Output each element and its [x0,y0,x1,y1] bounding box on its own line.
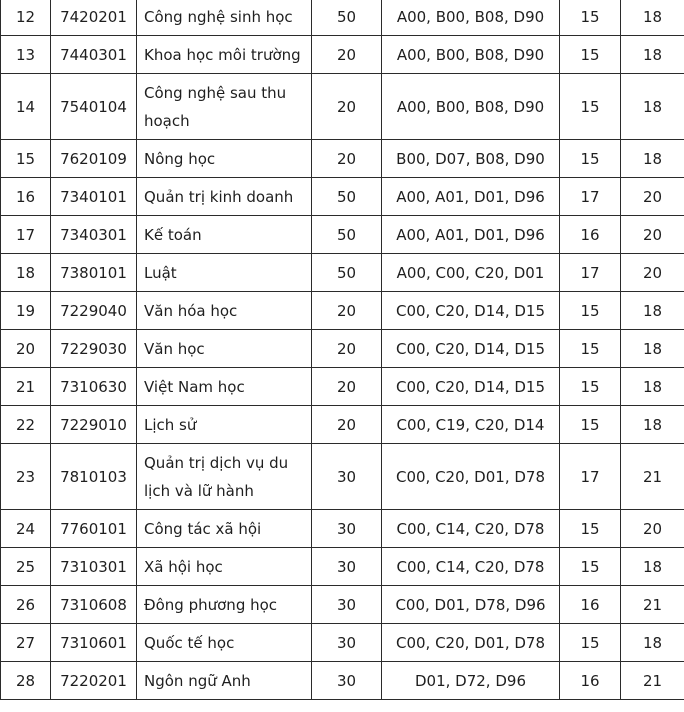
row-number: 26 [1,586,51,624]
major-name: Quản trị kinh doanh [137,178,312,216]
major-code: 7340101 [51,178,137,216]
major-code: 7310601 [51,624,137,662]
table-row [1,624,684,662]
score-a: 15 [560,510,621,548]
score-a: 17 [560,178,621,216]
score-b: 18 [621,548,684,586]
subject-combinations: C00, C14, C20, D78 [382,548,560,586]
subject-combinations: B00, D07, B08, D90 [382,140,560,178]
quota: 50 [312,216,382,254]
major-code: 7310608 [51,586,137,624]
major-name: Công nghệ sau thu hoạch [137,74,312,140]
row-number: 15 [1,140,51,178]
score-b: 18 [621,36,684,74]
major-name: Xã hội học [137,548,312,586]
major-name: Khoa học môi trường [137,36,312,74]
row-number: 18 [1,254,51,292]
major-code: 7229010 [51,406,137,444]
score-b: 18 [621,368,684,406]
score-a: 15 [560,36,621,74]
table-row [1,36,684,74]
score-b: 21 [621,444,684,510]
score-b: 20 [621,510,684,548]
row-number: 25 [1,548,51,586]
subject-combinations: C00, D01, D78, D96 [382,586,560,624]
major-code: 7340301 [51,216,137,254]
row-number: 13 [1,36,51,74]
table-row [1,330,684,368]
score-a: 15 [560,330,621,368]
row-number: 17 [1,216,51,254]
row-number: 24 [1,510,51,548]
quota: 30 [312,586,382,624]
major-name: Ngôn ngữ Anh [137,662,312,700]
table-row [1,0,684,36]
quota: 50 [312,178,382,216]
quota: 20 [312,140,382,178]
score-b: 21 [621,662,684,700]
subject-combinations: C00, C20, D01, D78 [382,444,560,510]
score-a: 15 [560,368,621,406]
score-a: 15 [560,406,621,444]
quota: 30 [312,624,382,662]
subject-combinations: D01, D72, D96 [382,662,560,700]
subject-combinations: A00, B00, B08, D90 [382,74,560,140]
major-name: Quốc tế học [137,624,312,662]
subject-combinations: C00, C20, D14, D15 [382,330,560,368]
subject-combinations: C00, C20, D14, D15 [382,368,560,406]
score-a: 17 [560,254,621,292]
subject-combinations: C00, C20, D14, D15 [382,292,560,330]
major-code: 7310630 [51,368,137,406]
major-code: 7440301 [51,36,137,74]
major-name: Nông học [137,140,312,178]
row-number: 20 [1,330,51,368]
quota: 50 [312,254,382,292]
major-code: 7220201 [51,662,137,700]
major-name: Quản trị dịch vụ du lịch và lữ hành [137,444,312,510]
table-row [1,406,684,444]
table-row [1,510,684,548]
major-code: 7420201 [51,0,137,36]
major-name: Kế toán [137,216,312,254]
major-name: Văn học [137,330,312,368]
major-name: Công tác xã hội [137,510,312,548]
score-a: 16 [560,216,621,254]
score-b: 18 [621,330,684,368]
subject-combinations: A00, C00, C20, D01 [382,254,560,292]
subject-combinations: A00, A01, D01, D96 [382,216,560,254]
subject-combinations: C00, C14, C20, D78 [382,510,560,548]
subject-combinations: A00, B00, B08, D90 [382,0,560,36]
score-b: 18 [621,140,684,178]
subject-combinations: C00, C19, C20, D14 [382,406,560,444]
score-b: 18 [621,406,684,444]
major-code: 7229030 [51,330,137,368]
table-row [1,254,684,292]
score-b: 18 [621,74,684,140]
score-b: 20 [621,178,684,216]
table-row [1,140,684,178]
major-name: Luật [137,254,312,292]
score-a: 15 [560,548,621,586]
row-number: 22 [1,406,51,444]
table-row [1,548,684,586]
score-b: 20 [621,254,684,292]
table-row [1,586,684,624]
score-a: 16 [560,586,621,624]
row-number: 28 [1,662,51,700]
quota: 20 [312,368,382,406]
quota: 20 [312,74,382,140]
quota: 30 [312,444,382,510]
major-code: 7540104 [51,74,137,140]
score-a: 17 [560,444,621,510]
score-b: 18 [621,624,684,662]
score-a: 15 [560,624,621,662]
major-name: Đông phương học [137,586,312,624]
row-number: 27 [1,624,51,662]
quota: 30 [312,662,382,700]
major-code: 7810103 [51,444,137,510]
row-number: 14 [1,74,51,140]
row-number: 21 [1,368,51,406]
major-name: Văn hóa học [137,292,312,330]
table-row [1,368,684,406]
major-code: 7760101 [51,510,137,548]
major-code: 7310301 [51,548,137,586]
quota: 20 [312,406,382,444]
score-a: 15 [560,74,621,140]
row-number: 19 [1,292,51,330]
score-a: 15 [560,0,621,36]
row-number: 16 [1,178,51,216]
major-name: Công nghệ sinh học [137,0,312,36]
quota: 50 [312,0,382,36]
table-row [1,292,684,330]
subject-combinations: A00, B00, B08, D90 [382,36,560,74]
quota: 20 [312,36,382,74]
score-b: 18 [621,292,684,330]
score-a: 16 [560,662,621,700]
subject-combinations: A00, A01, D01, D96 [382,178,560,216]
quota: 20 [312,330,382,368]
quota: 20 [312,292,382,330]
table-row [1,662,684,700]
score-a: 15 [560,140,621,178]
score-b: 18 [621,0,684,36]
table-row [1,216,684,254]
major-name: Việt Nam học [137,368,312,406]
subject-combinations: C00, C20, D01, D78 [382,624,560,662]
major-name: Lịch sử [137,406,312,444]
table-row [1,178,684,216]
major-code: 7620109 [51,140,137,178]
score-a: 15 [560,292,621,330]
row-number: 23 [1,444,51,510]
quota: 30 [312,548,382,586]
score-b: 20 [621,216,684,254]
quota: 30 [312,510,382,548]
score-b: 21 [621,586,684,624]
row-number: 12 [1,0,51,36]
table-row [1,74,684,140]
table-row [1,444,684,510]
major-code: 7380101 [51,254,137,292]
major-code: 7229040 [51,292,137,330]
